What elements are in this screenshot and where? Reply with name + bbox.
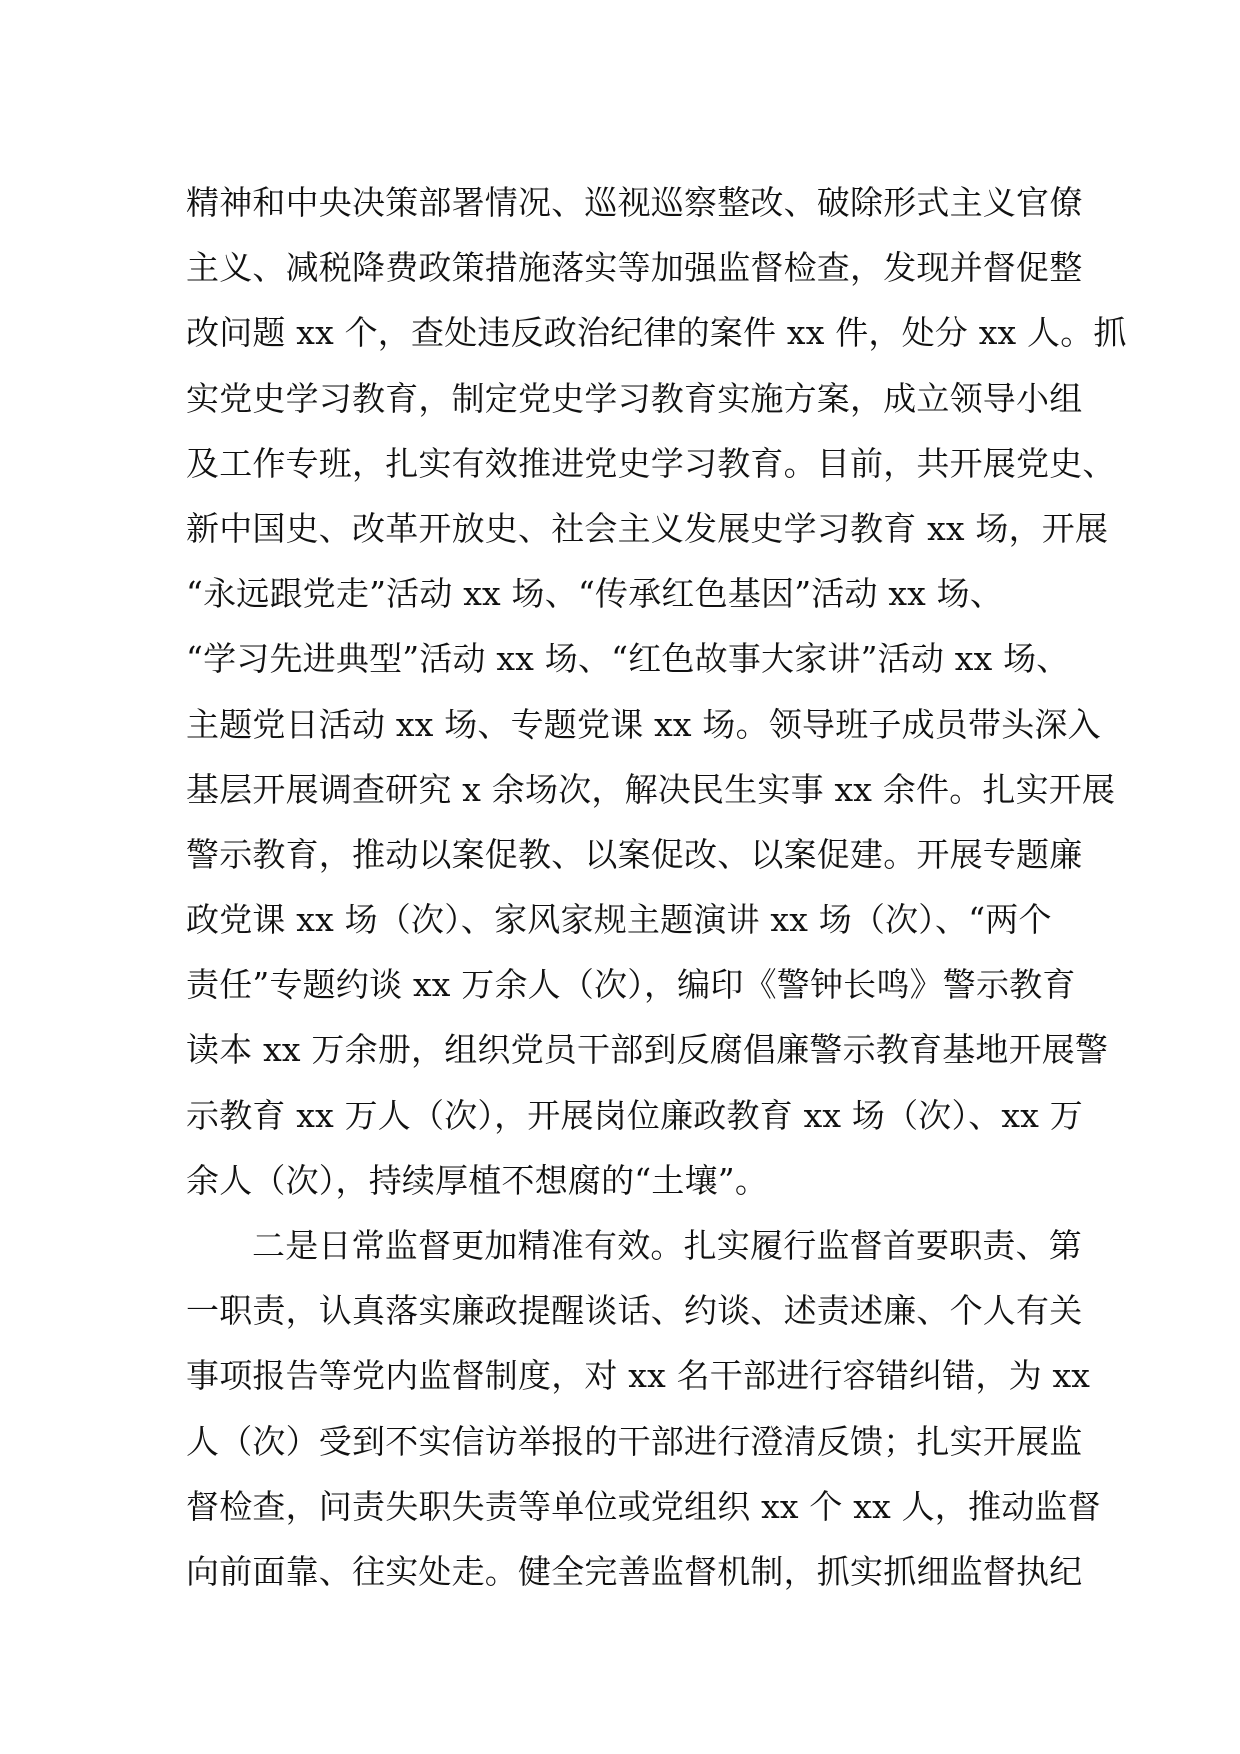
- text-line: 政党课 xx 场（次）、家风家规主题演讲 xx 场（次）、“两个: [186, 900, 1052, 940]
- text-line: 及工作专班，扎实有效推进党史学习教育。目前，共开展党史、: [186, 443, 1116, 483]
- text-line: 督检查，问责失职失责等单位或党组织 xx 个 xx 人，推动监督: [186, 1486, 1101, 1526]
- text-line: “永远跟党走”活动 xx 场、“传承红色基因”活动 xx 场、: [186, 574, 1004, 614]
- text-line: 改问题 xx 个，查处违反政治纪律的案件 xx 件，处分 xx 人。抓: [186, 313, 1127, 353]
- text-line: 向前面靠、往实处走。健全完善监督机制，抓实抓细监督执纪: [186, 1551, 1083, 1591]
- text-line: 精神和中央决策部署情况、巡视巡察整改、破除形式主义官僚: [186, 183, 1083, 222]
- paragraph-start-line: 二是日常监督更加精准有效。扎实履行监督首要职责、第: [252, 1226, 1082, 1265]
- text-line: 读本 xx 万余册，组织党员干部到反腐倡廉警示教育基地开展警: [186, 1030, 1109, 1070]
- text-line: 实党史学习教育，制定党史学习教育实施方案，成立领导小组: [186, 378, 1083, 418]
- text-line: 一职责，认真落实廉政提醒谈话、约谈、述责述廉、个人有关: [186, 1291, 1083, 1331]
- body-text: [186, 170, 1127, 1604]
- text-line: 警示教育，推动以案促教、以案促改、以案促建。开展专题廉: [186, 834, 1083, 874]
- text-line: 示教育 xx 万人（次），开展岗位廉政教育 xx 场（次）、xx 万: [186, 1095, 1083, 1135]
- text-line: “学习先进典型”活动 xx 场、“红色故事大家讲”活动 xx 场、: [186, 639, 1070, 679]
- text-line: 基层开展调查研究 x 余场次，解决民生实事 xx 余件。扎实开展: [186, 769, 1116, 809]
- text-line: 人（次）受到不实信访举报的干部进行澄清反馈；扎实开展监: [186, 1421, 1083, 1461]
- text-line: 主义、减税降费政策措施落实等加强监督检查，发现并督促整: [186, 248, 1083, 288]
- text-line: 事项报告等党内监督制度，对 xx 名干部进行容错纠错，为 xx: [186, 1356, 1091, 1396]
- text-line: 责任”专题约谈 xx 万余人（次），编印《警钟长鸣》警示教育: [186, 965, 1076, 1005]
- text-line: 余人（次），持续厚植不想腐的“土壤”。: [186, 1160, 769, 1200]
- text-line: 新中国史、改革开放史、社会主义发展史学习教育 xx 场，开展: [186, 508, 1109, 548]
- text-line: 主题党日活动 xx 场、专题党课 xx 场。领导班子成员带头深入: [186, 704, 1101, 744]
